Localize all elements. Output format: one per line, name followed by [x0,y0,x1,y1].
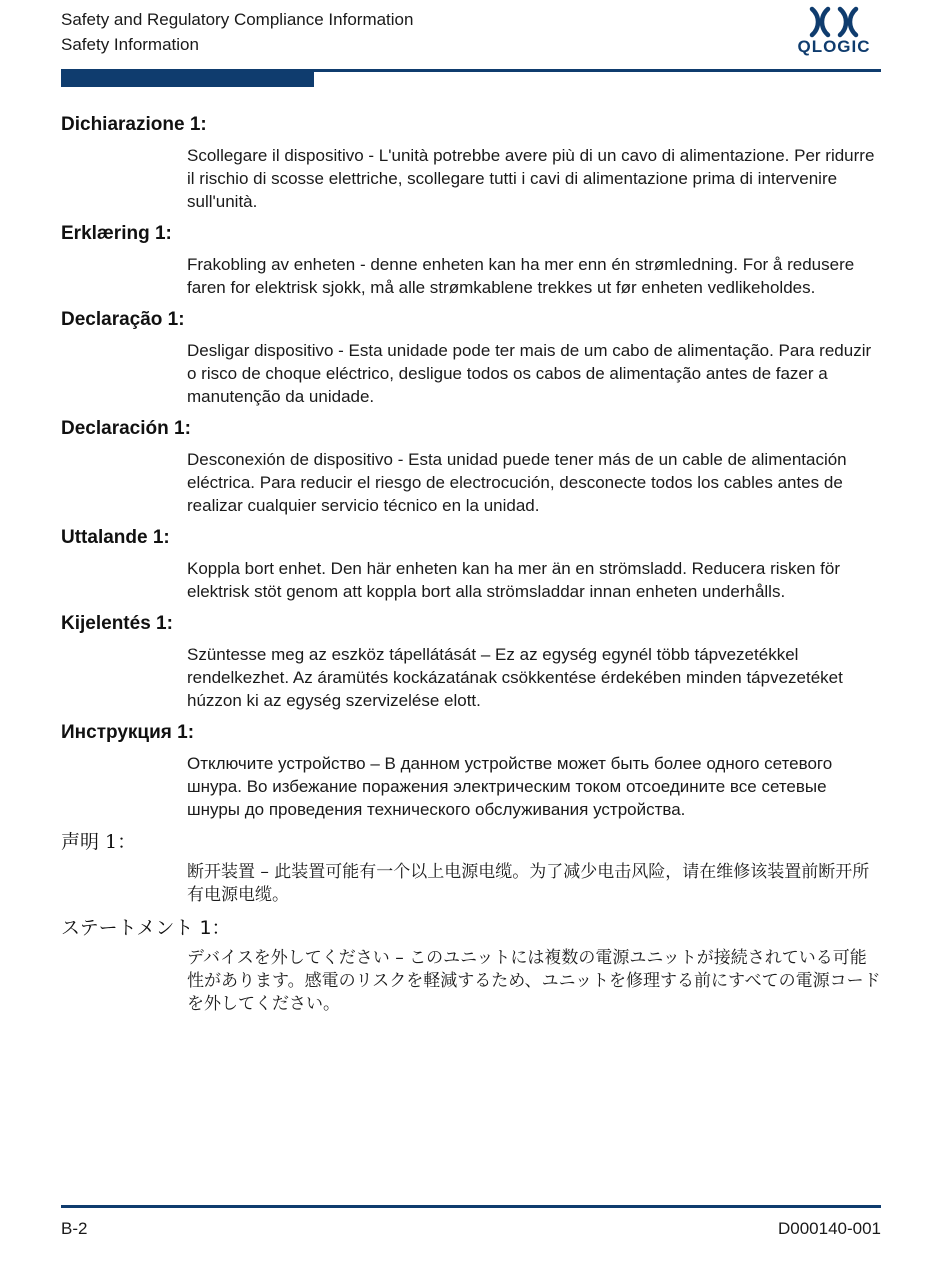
statement-heading: Erklæring 1: [61,223,172,244]
statement-body: Frakobling av enheten - denne enheten kan ha mer enn én strømledning. For å redusere faren for elektrisk sjokk, må alle strømkablene trekkes ut før enheten vedlikeholdes. [187,255,855,297]
statement-body: Desligar dispositivo - Esta unidade pode ter mais de um cabo de alimentação. Para reduzir o risco de choque eléctrico, desligue todos os cabos de alimentação antes de fazer a manutenção da unidade. [187,341,872,406]
statement-russian [61,721,883,821]
statement-body: Szüntesse meg az eszköz tápellátását – Ez az egység egynél több tápvezetékkel rendelkezhet. Az áramütés kockázatának csökkentése érdekében minden tápvezetéket húzzon ki az egység szervizelése elott. [187,645,843,710]
statement-norwegian [61,222,883,299]
statement-heading: Инструкция 1: [61,722,195,743]
statement-swedish [61,526,883,603]
statement-heading: Declaração 1: [61,309,185,330]
statement-heading: 声明 1： [61,831,137,853]
statement-body: Desconexión de dispositivo - Esta unidad puede tener más de un cable de alimentación eléctrica. Para reducir el riesgo de electrocución, desconecte todos los cables antes de realizar cualquier servicio técnico en la unidad. [187,450,847,515]
statement-body: Scollegare il dispositivo - L'unità potrebbe avere più di un cavo di alimentazione. Per ridurre il rischio di scosse elettriche, scollegare tutti i cavi di alimentazione prima di intervenire sull'unità. [187,146,875,211]
header-subtitle: Safety Information [61,35,199,54]
statement-hungarian [61,612,883,712]
statement-chinese [61,830,883,907]
statement-body: 断开装置 – 此装置可能有一个以上电源电缆。为了减少电击风险，请在维修该装置前断开所有电源电缆。 [187,862,870,905]
statement-spanish [61,417,883,517]
document-id: D000140-001 [777,1219,881,1238]
statement-body: Koppla bort enhet. Den här enheten kan ha mer än en strömsladd. Reducera risken för elektrisk stöt genom att koppla bort alla strömsladdar innan enheten underhålls. [187,559,840,601]
footer-rule [61,1205,881,1208]
statement-heading: Kijelentés 1: [61,613,173,634]
header-title: Safety and Regulatory Compliance Information [61,10,414,29]
statement-heading: Uttalande 1: [61,527,170,548]
statement-japanese [61,916,883,1016]
statement-italian [61,113,883,213]
statement-heading: Declaración 1: [61,418,191,439]
header-accent-block [61,69,314,87]
statement-body: デバイスを外してください – このユニットには複数の電源ユニットが接続されている可能性があります。感電のリスクを軽減するため、ユニットを修理する前にすべての電源コードを外してください。 [187,948,881,1014]
statement-heading: ステートメント 1： [61,917,231,939]
statement-portuguese [61,308,883,408]
qlogic-logo [788,6,880,60]
logo-wordmark: QLOGIC [797,37,871,56]
statement-heading: Dichiarazione 1: [61,114,207,135]
statements-list [61,113,883,1025]
statement-body: Отключите устройство – В данном устройстве может быть более одного сетевого шнура. Во избежание поражения электрическим током отсоедините все сетевые шнуры до проведения технического обслуживания устройства. [187,754,833,819]
page-number: B-2 [61,1219,88,1238]
qlogic-logo-mark [788,6,880,38]
